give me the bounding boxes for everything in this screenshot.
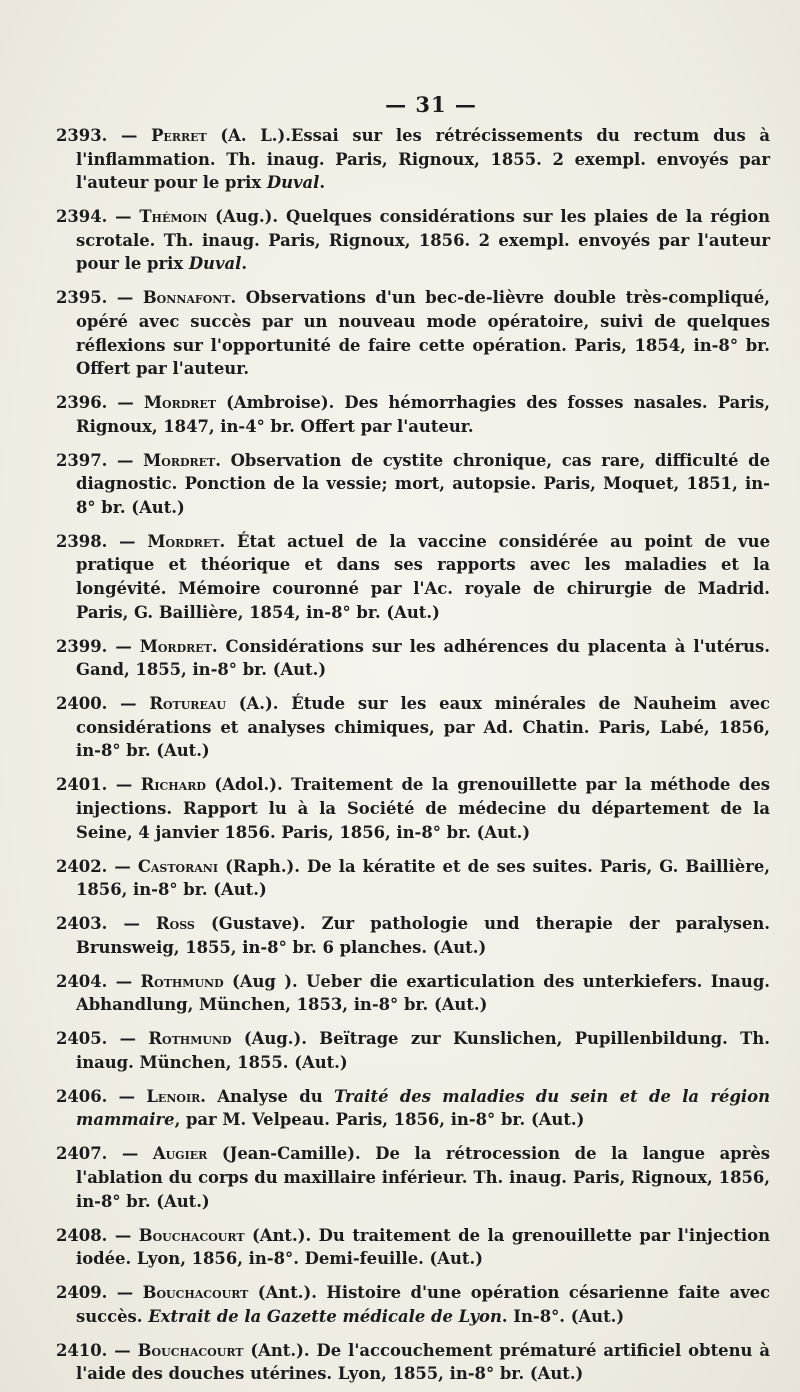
entry-author: Augier [152, 1144, 208, 1164]
entry-dash: — [107, 636, 140, 656]
entry-author: Mordret [139, 636, 212, 656]
entry-author: Bouchacourt [138, 1225, 245, 1245]
entry-italic-title: Duval [188, 254, 242, 274]
entry-dash: — [107, 1029, 149, 1049]
entry-text: (Gustave). Zur pathologie und therapie der paralysen. Brunsweig, 1855, in-8° br. 6 planches. (Aut.) [76, 914, 770, 957]
entry-number: 2395. [56, 288, 108, 308]
bibliography-list [58, 124, 770, 1386]
entry-text: (Aug.). Beïtrage zur Kunslichen, Pupillenbildung. Th. inaug. München, 1855. (Aut.) [76, 1029, 770, 1072]
entry-dash: — [107, 288, 143, 308]
entry-text: (A. L.).Essai sur les rétrécissements du rectum dus à l'inflammation. Th. inaug. Paris, Rignoux, 1855. 2 exempl. envoyés par l'auteur pour le prix [76, 126, 770, 193]
entry-text-after: , par M. Velpeau. Paris, 1856, in-8° br. (Aut.) [174, 1110, 585, 1130]
entry-number: 2398. [56, 531, 108, 551]
entry-text-after: . [319, 173, 326, 193]
entry-number: 2396. [56, 393, 108, 413]
entry-text: (Aug ). Ueber die exarticulation des unterkiefers. Inaug. Abhandlung, München, 1853, in-8° br. (Aut.) [76, 971, 770, 1015]
entry-author: Ross [155, 914, 195, 934]
bibliography-entry [58, 635, 770, 682]
entry-dash: — [107, 450, 144, 470]
entry-dash: — [107, 856, 138, 876]
bibliography-entry [58, 530, 770, 624]
entry-number: 2405. [56, 1029, 108, 1049]
entry-italic-title: Duval [266, 173, 320, 193]
bibliography-entry [58, 1142, 770, 1213]
entry-text: (Raph.). De la kératite et de ses suites. Paris, G. Baillière, 1856, in-8° br. (Aut.) [76, 856, 770, 900]
entry-dash: — [107, 1283, 143, 1303]
entry-text: (A.). Étude sur les eaux minérales de Nauheim avec considérations et analyses chimiques, par Ad. Chatin. Paris, Labé, 1856, in-8° br. (Aut.) [76, 694, 770, 761]
entry-text: (Jean-Camille). De la rétrocession de la langue après l'ablation du corps du maxillaire inférieur. Th. inaug. Paris, Rignoux, 1856, in-8° br. (Aut.) [76, 1144, 770, 1211]
entry-number: 2410. [56, 1340, 108, 1360]
entry-author: Thémoin [139, 207, 208, 227]
entry-dash: — [107, 1144, 153, 1164]
entry-text-after: . In-8°. (Aut.) [501, 1306, 625, 1326]
entry-author: Bouchacourt [142, 1283, 249, 1303]
entry-author: Mordret [147, 531, 220, 551]
entry-text: (Ant.). Histoire d'une opération césarienne faite avec succès. [76, 1283, 770, 1326]
entry-number: 2403. [56, 914, 108, 934]
entry-dash: — [107, 694, 150, 714]
entry-text: (Ambroise). Des hémorrhagies des fosses nasales. Paris, Rignoux, 1847, in-4° br. Offert par l'auteur. [76, 393, 770, 436]
bibliography-entry [58, 1339, 770, 1386]
entry-author: Perret [151, 126, 207, 145]
bibliography-entry [58, 912, 770, 959]
bibliography-entry [58, 449, 770, 520]
entry-number: 2409. [56, 1283, 108, 1303]
entry-dash: — [107, 1340, 138, 1360]
entry-text: . Observations d'un bec-de-lièvre double très-compliqué, opéré avec succès par un nouveau mode opératoire, suivi de quelques réflexions sur l'opportunité de faire cette opération. Paris, 1854, in-8° br. Offert par l'auteur. [76, 288, 770, 379]
entry-author: Mordret [143, 450, 216, 470]
entry-number: 2407. [56, 1144, 108, 1164]
bibliography-entry [58, 1281, 770, 1328]
entry-author: Rotureau [149, 694, 226, 714]
entry-dash: — [107, 914, 156, 934]
entry-author: Rothmund [140, 971, 224, 991]
entry-text: . État actuel de la vaccine considérée au point de vue pratique et théorique et dans ses rapports avec les maladies et la longévité. Mémoire couronné par l'Ac. royale de chirurgie de Madrid. Paris, G. Baillière, 1854, in-8° br. (Aut.) [76, 531, 770, 622]
entry-text: (Ant.). De l'accouchement prématuré artificiel obtenu à l'aide des douches utérines. Lyon, 1855, in-8° br. (Aut.) [76, 1340, 770, 1384]
bibliography-entry [58, 286, 770, 380]
entry-author: Richard [140, 775, 206, 795]
entry-author: Lenoir [146, 1086, 201, 1106]
bibliography-entry [58, 1027, 770, 1074]
bibliography-entry [58, 124, 770, 195]
entry-dash: — [107, 971, 141, 991]
bibliography-entry [58, 970, 770, 1017]
entry-number: 2393. [56, 126, 108, 145]
entry-dash: — [107, 775, 141, 795]
entry-text: . Considérations sur les adhérences du placenta à l'utérus. Gand, 1855, in-8° br. (Aut.) [76, 636, 770, 680]
entry-dash: — [107, 1086, 147, 1106]
bibliography-entry [58, 205, 770, 276]
entry-number: 2402. [56, 856, 108, 876]
entry-author: Mordret [143, 393, 217, 413]
entry-number: 2394. [56, 207, 108, 227]
entry-author: Rothmund [148, 1029, 232, 1049]
entry-number: 2400. [56, 694, 108, 714]
entry-number: 2399. [56, 636, 108, 656]
entry-dash: — [107, 1225, 139, 1245]
entry-number: 2401. [56, 775, 108, 795]
entry-text: (Adol.). Traitement de la grenouillette par la méthode des injections. Rapport lu à la Société de médecine du département de la Seine, 4 janvier 1856. Paris, 1856, in-8° br. (Aut.) [76, 775, 770, 842]
entry-text-after: . [241, 254, 248, 274]
entry-author: Bonnafont [142, 288, 231, 308]
entry-number: 2408. [56, 1225, 108, 1245]
bibliography-entry [58, 855, 770, 902]
entry-author: Castorani [137, 856, 219, 876]
bibliography-entry [58, 1224, 770, 1271]
page-number: — 31 — [385, 92, 477, 117]
entry-number: 2397. [56, 450, 108, 470]
entry-dash: — [107, 126, 152, 145]
bibliography-entry [58, 391, 770, 438]
entry-italic-title: Extrait de la Gazette médicale de Lyon [148, 1306, 502, 1326]
entry-dash: — [107, 531, 148, 551]
entry-text: . Analyse du [200, 1086, 335, 1106]
entry-dash: — [107, 393, 144, 413]
entry-text: (Ant.). Du traitement de la grenouillette par l'injection iodée. Lyon, 1856, in-8°. Demi-feuille. (Aut.) [76, 1225, 770, 1269]
bibliography-entry [58, 692, 770, 763]
entry-italic-title: Traité des maladies du sein et de la région mammaire [76, 1086, 770, 1130]
entry-dash: — [107, 207, 140, 227]
entry-text: (Aug.). Quelques considérations sur les plaies de la région scrotale. Th. inaug. Paris, Rignoux, 1856. 2 exempl. envoyés par l'auteur pour le prix [76, 207, 771, 274]
bibliography-entry [58, 1085, 770, 1132]
bibliography-entry [58, 773, 770, 844]
entry-author: Bouchacourt [137, 1340, 244, 1360]
entry-number: 2404. [56, 971, 108, 991]
entry-number: 2406. [56, 1086, 108, 1106]
entry-text: . Observation de cystite chronique, cas rare, difficulté de diagnostic. Ponction de la vessie; mort, autopsie. Paris, Moquet, 1851, in-8° br. (Aut.) [76, 450, 770, 517]
